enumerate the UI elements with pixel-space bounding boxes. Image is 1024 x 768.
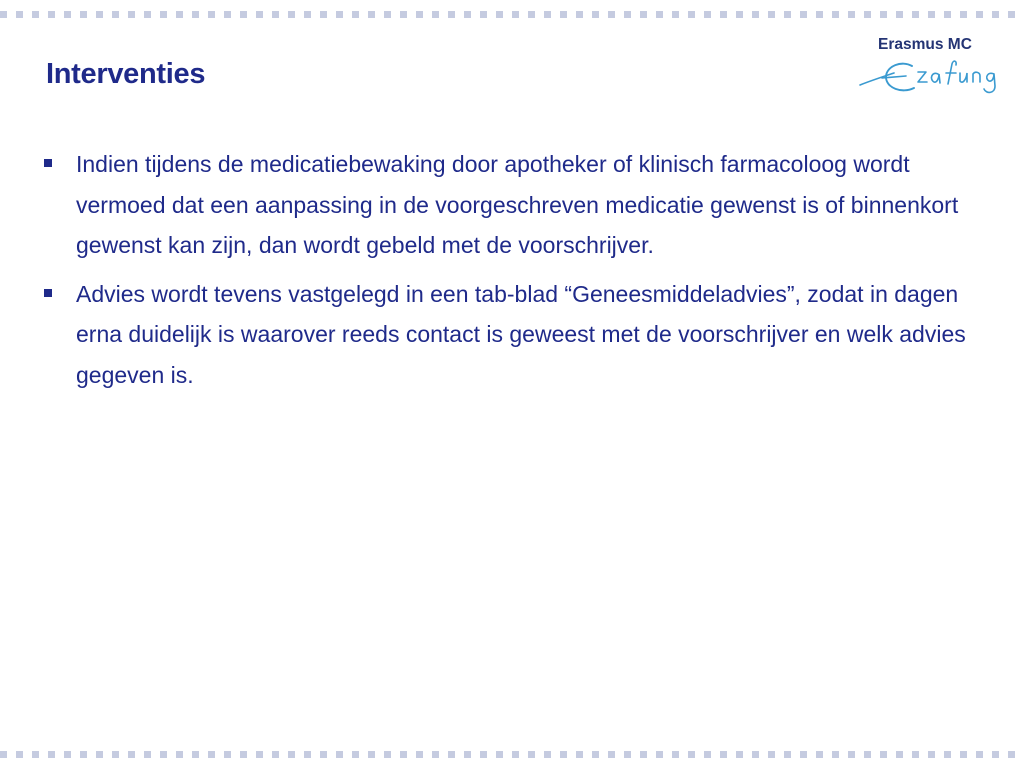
erasmus-mc-logo bbox=[856, 34, 1002, 98]
bullet-text: Indien tijdens de medicatiebewaking door apotheker of klinisch farmacoloog wordt vermoed dat een aanpassing in de voorgeschreven medicatie gewenst is of binnenkort gewenst kan zijn, dan wordt gebeld met de voorschrijver. bbox=[76, 151, 959, 258]
bullet-list bbox=[44, 144, 984, 403]
bullet-text: Advies wordt tevens vastgelegd in een tab-blad “Geneesmiddeladvies”, zodat in dagen erna duidelijk is waarover reeds contact is geweest met de voorschrijver en welk advies gegeven is. bbox=[76, 280, 966, 388]
erasmus-signature-icon bbox=[856, 54, 1002, 98]
bullet-square-icon bbox=[44, 289, 52, 297]
logo-name: Erasmus MC bbox=[878, 36, 972, 53]
top-dotted-border bbox=[0, 11, 1024, 18]
bottom-dotted-border bbox=[0, 751, 1024, 758]
slide-title: Interventies bbox=[46, 58, 206, 90]
bullet-item bbox=[44, 144, 984, 266]
bullet-square-icon bbox=[44, 159, 52, 167]
bullet-item bbox=[44, 274, 984, 396]
